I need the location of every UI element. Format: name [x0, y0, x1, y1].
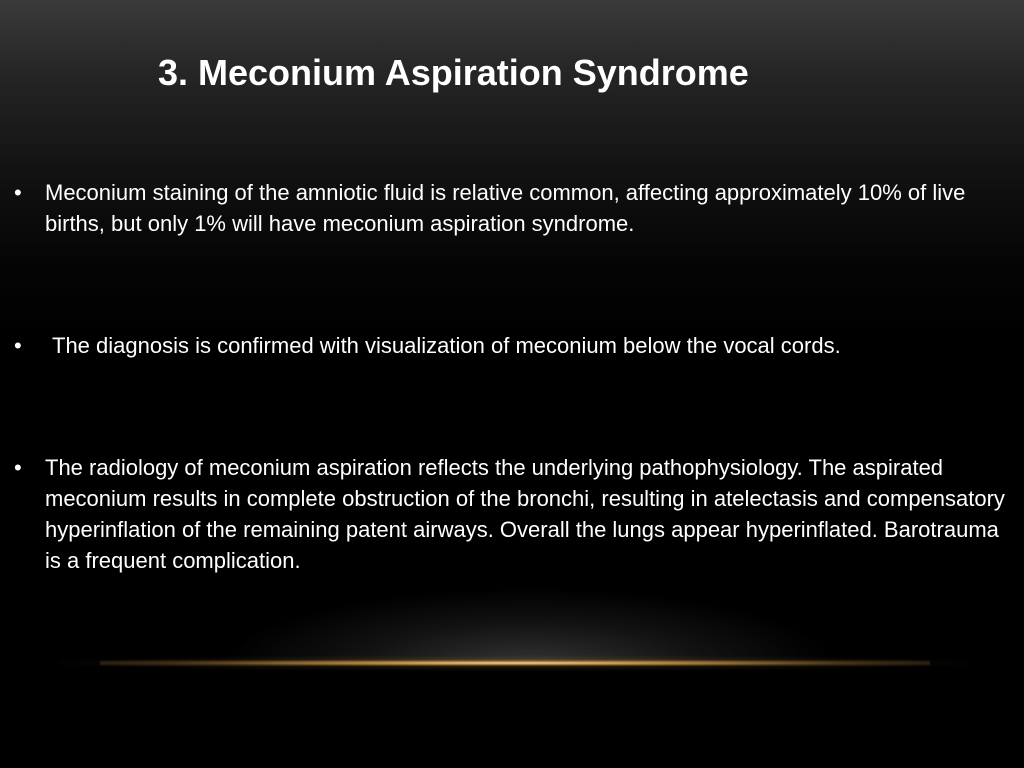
bullet-marker: •: [14, 180, 22, 205]
bullet-marker: •: [14, 333, 22, 358]
bullet-text: Meconium staining of the amniotic fluid is relative common, affecting approximately 10% of live births, but only 1% will have meconium aspiration syndrome.: [45, 180, 966, 236]
decorative-glow: [230, 590, 830, 665]
bullet-item-3: [14, 452, 1009, 576]
decorative-glow-line: [100, 660, 930, 666]
bullet-item-2: [14, 330, 1009, 361]
bullet-marker: •: [14, 455, 22, 480]
bullet-text: The radiology of meconium aspiration reflects the underlying pathophysiology. The aspirated meconium results in complete obstruction of the bronchi, resulting in atelectasis and compensatory hyperinflation of the remaining patent airways. Overall the lungs appear hyperinflated. Barotrauma is a frequent complication.: [45, 455, 1005, 573]
slide-title: 3. Meconium Aspiration Syndrome: [158, 52, 749, 93]
bullet-text: The diagnosis is confirmed with visualization of meconium below the vocal cords.: [52, 333, 841, 358]
bullet-item-1: [14, 177, 1009, 239]
